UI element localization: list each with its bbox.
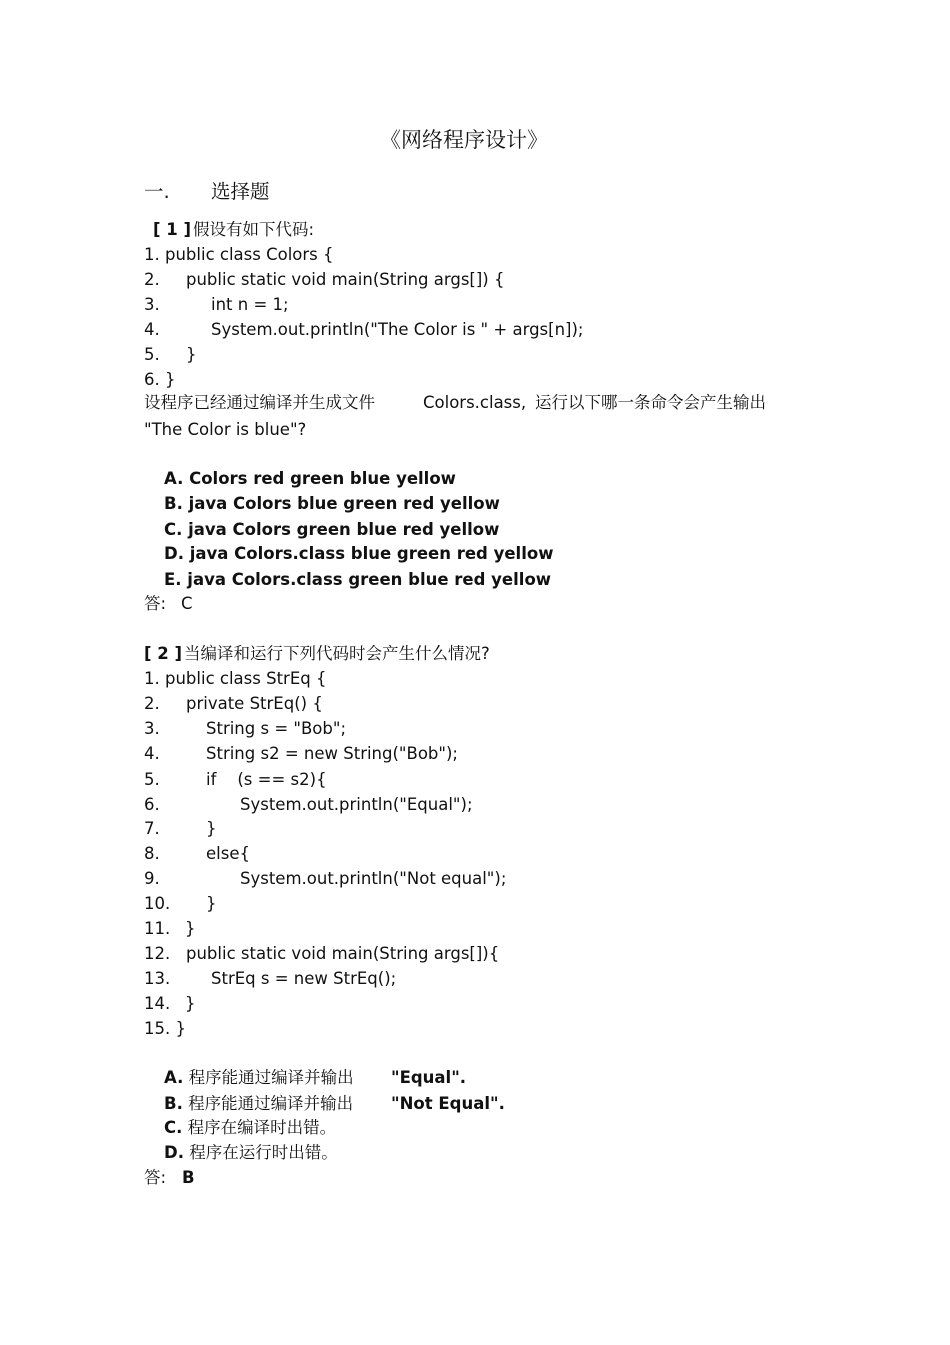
q1-option-e: E. java Colors.class green blue red yellow: [164, 570, 552, 589]
q1-code-num-5: 5.: [144, 345, 160, 364]
q2-code-line-1: 1. public class StrEq {: [144, 669, 327, 688]
document-title: 《网络程序设计》: [380, 128, 548, 152]
q2-code-num-12: 12.: [144, 944, 171, 963]
q1-option-b: B. java Colors blue green red yellow: [164, 494, 500, 513]
q2-code-num-10: 10.: [144, 894, 171, 913]
q2-code-num-11: 11.: [144, 919, 171, 938]
q2-code-num-9: 9.: [144, 869, 160, 888]
q2-code-line-8: else{: [206, 844, 250, 863]
q2-option-a-value: "Equal".: [391, 1068, 467, 1087]
q1-tag: [ 1 ]: [153, 220, 192, 239]
q2-code-line-9: System.out.println("Not equal");: [240, 869, 507, 888]
q2-code-num-7: 7.: [144, 819, 160, 838]
q2-code-line-5: if (s == s2){: [206, 770, 327, 789]
q2-option-a: A. 程序能通过编译并输出: [164, 1068, 354, 1087]
q2-tag: [ 2 ]: [144, 644, 183, 663]
q2-code-line-2: private StrEq() {: [186, 694, 323, 713]
q2-code-line-12: public static void main(String args[]){: [186, 944, 500, 963]
q2-code-line-14: }: [185, 994, 196, 1013]
q1-code-line-3: int n = 1;: [211, 295, 289, 314]
q1-answer-label: 答:: [144, 594, 167, 613]
q1-code-num-2: 2.: [144, 270, 160, 289]
q2-answer: B: [182, 1168, 195, 1187]
q2-code-num-4: 4.: [144, 744, 160, 763]
q1-description-a: 设程序已经通过编译并生成文件: [144, 393, 375, 412]
q1-option-a: A. Colors red green blue yellow: [164, 469, 456, 488]
q2-code-num-2: 2.: [144, 694, 160, 713]
q2-code-line-15: 15. }: [144, 1019, 186, 1038]
q2-code-num-6: 6.: [144, 795, 160, 814]
q2-code-line-4: String s2 = new String("Bob");: [206, 744, 458, 763]
q2-option-d: D. 程序在运行时出错。: [164, 1143, 338, 1162]
q2-code-num-14: 14.: [144, 994, 171, 1013]
q2-code-line-10: }: [206, 894, 217, 913]
q1-answer: C: [181, 594, 193, 613]
q2-code-line-3: String s = "Bob";: [206, 719, 347, 738]
q2-prompt: 当编译和运行下列代码时会产生什么情况?: [184, 644, 490, 663]
q1-option-c: C. java Colors green blue red yellow: [164, 520, 500, 539]
q1-description-c: "The Color is blue"?: [144, 420, 307, 439]
q1-description-b: 运行以下哪一条命令会产生输出: [535, 393, 766, 412]
q2-code-line-11: }: [185, 919, 196, 938]
q2-code-num-13: 13.: [144, 969, 171, 988]
q1-code-line-6: 6. }: [144, 370, 176, 389]
q2-code-line-6: System.out.println("Equal");: [240, 795, 473, 814]
q1-option-d: D. java Colors.class blue green red yellow: [164, 544, 554, 563]
q1-code-line-5: }: [186, 345, 197, 364]
q1-description-file: Colors.class,: [423, 393, 527, 412]
section-number: 一.: [144, 180, 170, 203]
q2-code-line-13: StrEq s = new StrEq();: [211, 969, 397, 988]
q2-option-c: C. 程序在编译时出错。: [164, 1118, 337, 1137]
q2-code-num-8: 8.: [144, 844, 160, 863]
q1-code-num-3: 3.: [144, 295, 160, 314]
q2-code-line-7: }: [206, 819, 217, 838]
q2-option-b-value: "Not Equal".: [391, 1094, 505, 1113]
q2-answer-label: 答:: [144, 1168, 167, 1187]
q2-code-num-5: 5.: [144, 770, 160, 789]
q1-prompt: 假设有如下代码:: [193, 220, 315, 239]
q1-code-num-4: 4.: [144, 320, 160, 339]
q1-code-line-2: public static void main(String args[]) {: [186, 270, 505, 289]
q1-code-line-4: System.out.println("The Color is " + args[n]);: [211, 320, 584, 339]
q2-option-b: B. 程序能通过编译并输出: [164, 1094, 354, 1113]
q2-code-num-3: 3.: [144, 719, 160, 738]
section-label: 选择题: [211, 180, 270, 203]
q1-code-line-1: 1. public class Colors {: [144, 245, 334, 264]
